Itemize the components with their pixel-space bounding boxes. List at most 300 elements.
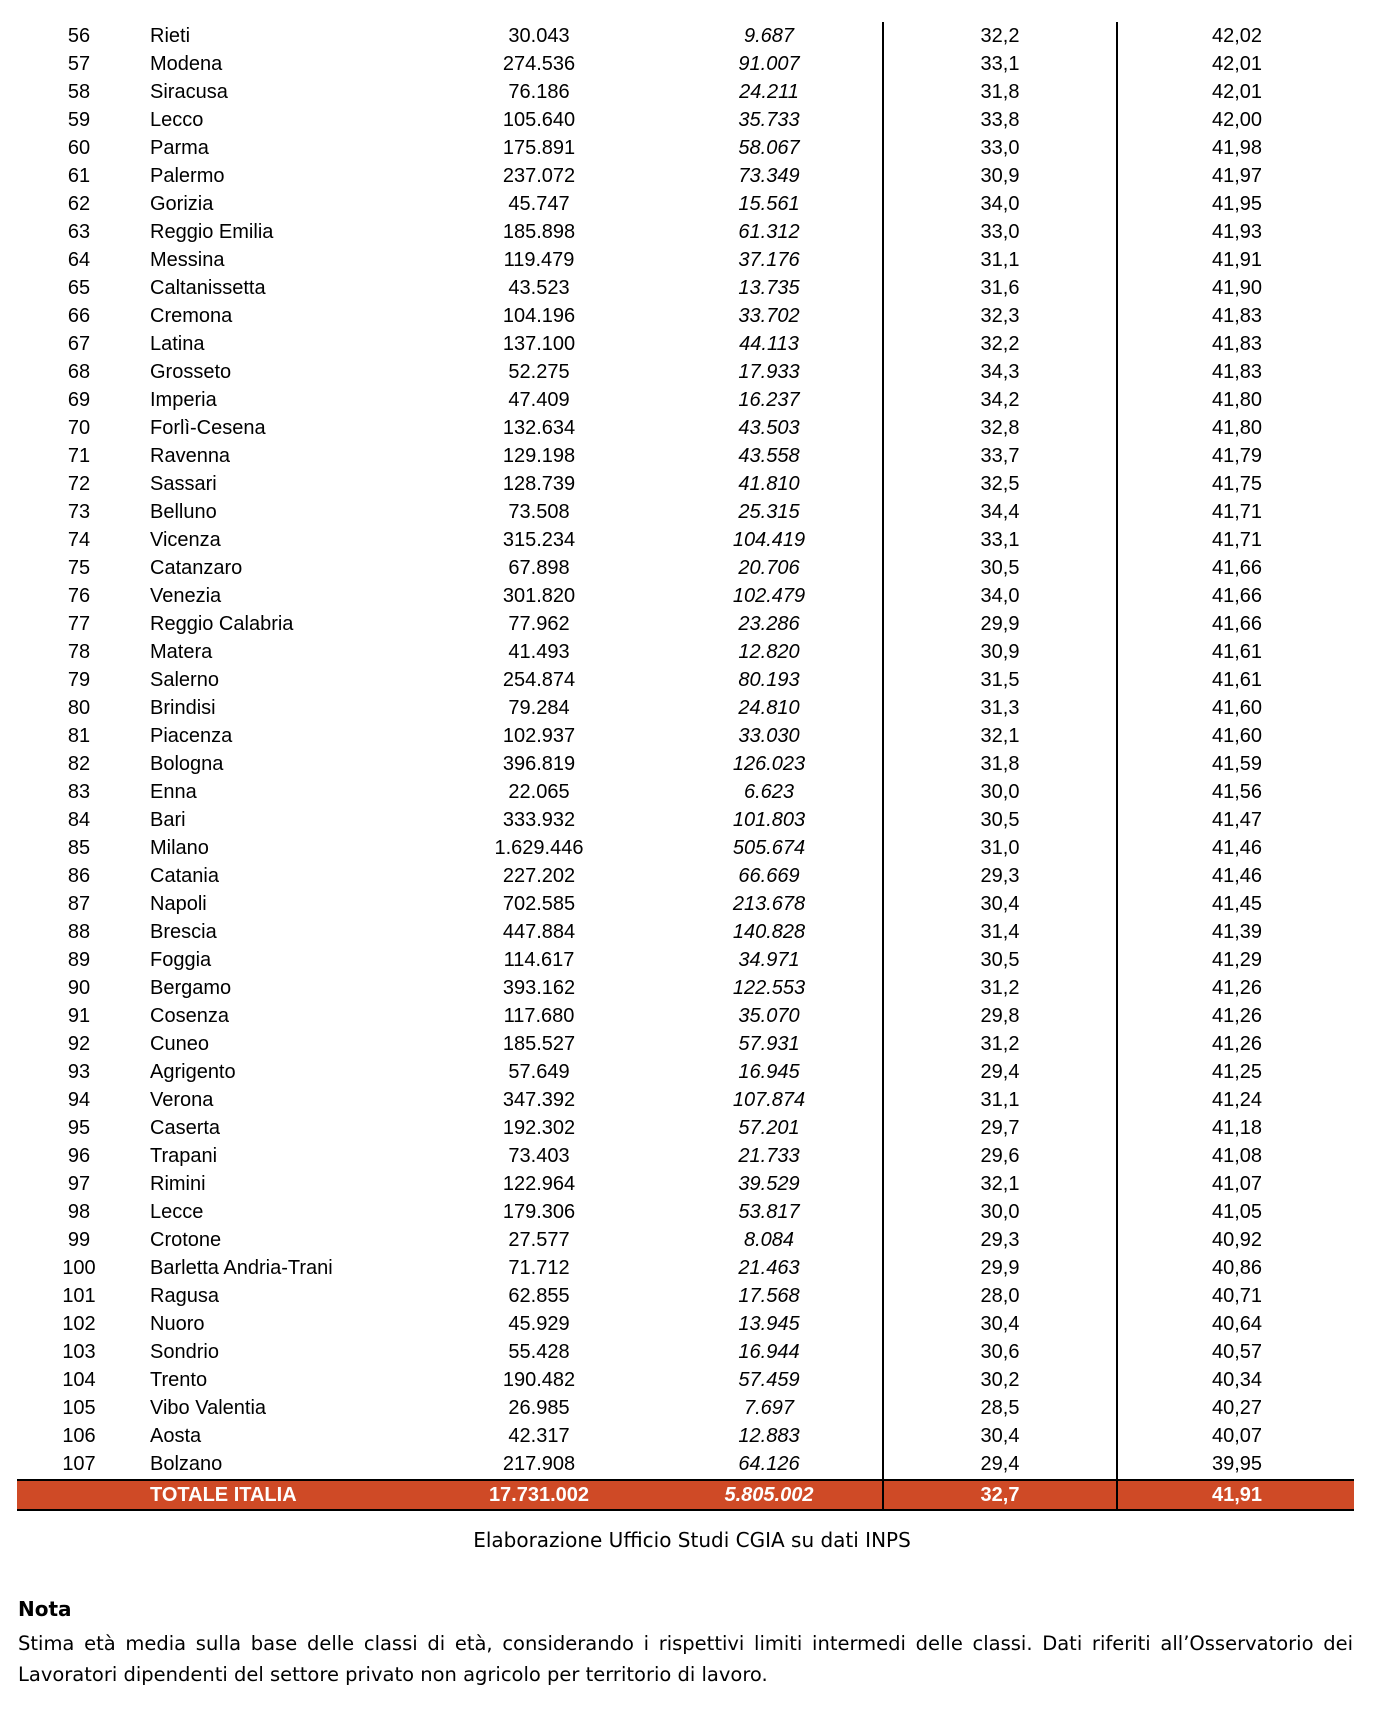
rank-cell: 99 [67, 1229, 91, 1251]
province-cell: Trento [150, 1369, 208, 1391]
table-row [17, 1114, 1354, 1142]
average-age-cell: 40,07 [1211, 1425, 1263, 1447]
rank-cell: 86 [67, 865, 91, 887]
total-employees-cell: 396.819 [502, 753, 576, 775]
young-employees-cell: 57.931 [738, 1033, 800, 1055]
province-cell: Gorizia [150, 193, 214, 215]
young-employees-cell: 24.211 [739, 81, 799, 103]
percentage-cell: 30,9 [980, 641, 1020, 663]
province-cell: Bari [150, 809, 186, 831]
percentage-cell: 32,2 [980, 333, 1020, 355]
province-cell: Rimini [150, 1173, 206, 1195]
table-row [17, 1002, 1354, 1030]
young-employees-cell: 16.237 [738, 389, 800, 411]
province-cell: Parma [150, 137, 209, 159]
young-employees-cell: 16.944 [738, 1341, 800, 1363]
table-row [17, 582, 1354, 610]
percentage-cell: 29,6 [980, 1145, 1020, 1167]
total-employees-cell: 102.937 [502, 725, 576, 747]
percentage-cell: 33,1 [980, 53, 1020, 75]
average-age-cell: 41,71 [1211, 529, 1263, 551]
total-employees-cell: 393.162 [502, 977, 576, 999]
rank-cell: 101 [62, 1285, 96, 1307]
average-age-cell: 41,59 [1211, 753, 1263, 775]
young-employees-cell: 64.126 [738, 1453, 800, 1475]
young-employees-cell: 140.828 [732, 921, 806, 943]
average-age-cell: 42,01 [1211, 53, 1263, 75]
table-row [17, 1422, 1354, 1450]
rank-cell: 83 [67, 781, 91, 803]
average-age-cell: 41,60 [1211, 697, 1263, 719]
rank-cell: 81 [67, 725, 91, 747]
percentage-cell: 29,9 [980, 613, 1020, 635]
rank-cell: 107 [62, 1453, 96, 1475]
young-employees-cell: 80.193 [738, 669, 800, 691]
province-cell: Caltanissetta [150, 277, 266, 299]
total-employees-cell: 132.634 [502, 417, 576, 439]
province-cell: Venezia [150, 585, 222, 607]
province-cell: Caserta [150, 1117, 221, 1139]
average-age-cell: 41,46 [1211, 865, 1263, 887]
young-employees-cell: 101.803 [732, 809, 806, 831]
totals-percentage: 32,7 [980, 1484, 1020, 1506]
rank-cell: 93 [67, 1061, 91, 1083]
percentage-cell: 34,3 [980, 361, 1020, 383]
table-row [17, 1142, 1354, 1170]
average-age-cell: 41,26 [1211, 1005, 1263, 1027]
table-row [17, 526, 1354, 554]
young-employees-cell: 122.553 [732, 977, 806, 999]
young-employees-cell: 73.349 [738, 165, 800, 187]
average-age-cell: 42,00 [1211, 109, 1263, 131]
total-employees-cell: 117.680 [503, 1005, 575, 1027]
average-age-cell: 41,91 [1211, 249, 1263, 271]
province-cell: Napoli [150, 893, 207, 915]
average-age-cell: 40,34 [1211, 1369, 1263, 1391]
rank-cell: 76 [67, 585, 91, 607]
source-caption: Elaborazione Ufficio Studi CGIA su dati INPS [473, 1528, 911, 1552]
province-cell: Foggia [150, 949, 212, 971]
province-cell: Belluno [150, 501, 217, 523]
young-employees-cell: 126.023 [732, 753, 806, 775]
total-employees-cell: 447.884 [502, 921, 576, 943]
total-employees-cell: 67.898 [508, 557, 570, 579]
province-cell: Vicenza [150, 529, 221, 551]
average-age-cell: 41,07 [1211, 1173, 1263, 1195]
table-row [17, 694, 1354, 722]
province-cell: Agrigento [150, 1061, 236, 1083]
percentage-cell: 31,1 [980, 1089, 1020, 1111]
young-employees-cell: 16.945 [738, 1061, 800, 1083]
province-cell: Reggio Calabria [150, 613, 294, 635]
average-age-cell: 41,97 [1211, 165, 1263, 187]
table-row [17, 1338, 1354, 1366]
rank-cell: 75 [67, 557, 91, 579]
rank-cell: 63 [67, 221, 91, 243]
table-row [17, 190, 1354, 218]
young-employees-cell: 107.874 [732, 1089, 806, 1111]
total-employees-cell: 79.284 [508, 697, 570, 719]
total-employees-cell: 42.317 [508, 1425, 570, 1447]
total-employees-cell: 52.275 [508, 361, 570, 383]
province-cell: Aosta [150, 1425, 202, 1447]
table-row [17, 890, 1354, 918]
province-cell: Matera [150, 641, 213, 663]
total-employees-cell: 43.523 [508, 277, 570, 299]
average-age-cell: 41,61 [1211, 669, 1263, 691]
totals-average-age: 41,91 [1211, 1484, 1263, 1506]
average-age-cell: 41,18 [1211, 1117, 1263, 1139]
rank-cell: 97 [67, 1173, 91, 1195]
young-employees-cell: 213.678 [732, 893, 806, 915]
average-age-cell: 41,79 [1211, 445, 1263, 467]
total-employees-cell: 73.403 [508, 1145, 570, 1167]
rank-cell: 94 [67, 1089, 91, 1111]
province-cell: Forlì-Cesena [150, 417, 266, 439]
young-employees-cell: 33.702 [738, 305, 800, 327]
young-employees-cell: 66.669 [738, 865, 800, 887]
percentage-cell: 33,0 [980, 137, 1020, 159]
young-employees-cell: 13.945 [738, 1313, 800, 1335]
young-employees-cell: 12.820 [738, 641, 800, 663]
percentage-cell: 32,1 [980, 1173, 1020, 1195]
average-age-cell: 40,86 [1211, 1257, 1263, 1279]
rank-cell: 92 [67, 1033, 91, 1055]
rank-cell: 102 [62, 1313, 96, 1335]
total-employees-cell: 347.392 [502, 1089, 576, 1111]
average-age-cell: 41,71 [1211, 501, 1263, 523]
total-employees-cell: 128.739 [502, 473, 576, 495]
average-age-cell: 41,61 [1211, 641, 1263, 663]
rank-cell: 80 [67, 697, 91, 719]
average-age-cell: 41,98 [1211, 137, 1263, 159]
table-row [17, 218, 1354, 246]
table-row [17, 274, 1354, 302]
rank-cell: 60 [67, 137, 91, 159]
province-cell: Nuoro [150, 1313, 205, 1335]
rank-cell: 69 [67, 389, 91, 411]
totals-label: TOTALE ITALIA [150, 1484, 297, 1506]
percentage-cell: 33,0 [980, 221, 1020, 243]
rank-cell: 59 [67, 109, 91, 131]
table-row [17, 638, 1354, 666]
percentage-cell: 30,9 [980, 165, 1020, 187]
province-cell: Bolzano [150, 1453, 223, 1475]
young-employees-cell: 39.529 [738, 1173, 800, 1195]
table-row [17, 1282, 1354, 1310]
province-cell: Catanzaro [150, 557, 243, 579]
province-cell: Rieti [150, 25, 191, 47]
percentage-cell: 31,3 [980, 697, 1020, 719]
rank-cell: 78 [67, 641, 91, 663]
province-cell: Sondrio [150, 1341, 219, 1363]
average-age-cell: 40,64 [1211, 1313, 1263, 1335]
province-cell: Palermo [150, 165, 225, 187]
percentage-cell: 29,9 [980, 1257, 1020, 1279]
young-employees-cell: 7.697 [743, 1397, 795, 1419]
total-employees-cell: 301.820 [502, 585, 576, 607]
table-row [17, 414, 1354, 442]
percentage-cell: 30,5 [980, 949, 1020, 971]
rank-cell: 91 [67, 1005, 91, 1027]
totals-total-employees: 17.731.002 [488, 1484, 590, 1506]
young-employees-cell: 35.070 [738, 1005, 800, 1027]
young-employees-cell: 53.817 [738, 1201, 800, 1223]
rank-cell: 73 [67, 501, 91, 523]
table-row [17, 554, 1354, 582]
percentage-cell: 31,6 [980, 277, 1020, 299]
total-employees-cell: 185.527 [502, 1033, 576, 1055]
table-row [17, 386, 1354, 414]
rank-cell: 77 [67, 613, 91, 635]
province-cell: Lecce [150, 1201, 204, 1223]
total-employees-cell: 175.891 [502, 137, 576, 159]
average-age-cell: 41,83 [1211, 333, 1263, 355]
percentage-cell: 29,3 [980, 865, 1020, 887]
table-row [17, 1198, 1354, 1226]
total-employees-cell: 62.855 [508, 1285, 570, 1307]
table-row [17, 162, 1354, 190]
rank-cell: 89 [67, 949, 91, 971]
percentage-cell: 30,4 [980, 1425, 1020, 1447]
average-age-cell: 41,66 [1211, 613, 1263, 635]
table-row [17, 134, 1354, 162]
table-row [17, 302, 1354, 330]
table-row [17, 918, 1354, 946]
table-row [17, 750, 1354, 778]
percentage-cell: 29,4 [980, 1453, 1020, 1475]
total-employees-cell: 26.985 [508, 1397, 570, 1419]
table-row [17, 778, 1354, 806]
total-employees-cell: 122.964 [502, 1173, 576, 1195]
rank-cell: 62 [67, 193, 91, 215]
young-employees-cell: 43.558 [738, 445, 800, 467]
rank-cell: 74 [67, 529, 91, 551]
percentage-cell: 31,4 [980, 921, 1020, 943]
province-cell: Siracusa [150, 81, 228, 103]
table-row [17, 1366, 1354, 1394]
rank-cell: 87 [67, 893, 91, 915]
total-employees-cell: 77.962 [508, 613, 570, 635]
percentage-cell: 30,4 [980, 1313, 1020, 1335]
average-age-cell: 42,01 [1211, 81, 1263, 103]
table-row [17, 22, 1354, 50]
young-employees-cell: 505.674 [732, 837, 806, 859]
percentage-cell: 33,1 [980, 529, 1020, 551]
average-age-cell: 41,66 [1211, 557, 1263, 579]
rank-cell: 95 [67, 1117, 91, 1139]
percentage-cell: 31,8 [980, 753, 1020, 775]
young-employees-cell: 104.419 [732, 529, 806, 551]
rank-cell: 105 [62, 1397, 96, 1419]
percentage-cell: 34,0 [980, 193, 1020, 215]
young-employees-cell: 57.201 [738, 1117, 800, 1139]
young-employees-cell: 91.007 [738, 53, 800, 75]
average-age-cell: 41,08 [1211, 1145, 1263, 1167]
young-employees-cell: 15.561 [738, 193, 800, 215]
rank-cell: 58 [67, 81, 91, 103]
table-row [17, 666, 1354, 694]
average-age-cell: 40,57 [1211, 1341, 1263, 1363]
total-employees-cell: 105.640 [502, 109, 576, 131]
young-employees-cell: 34.971 [738, 949, 800, 971]
young-employees-cell: 58.067 [738, 137, 800, 159]
table-row [17, 246, 1354, 274]
rank-cell: 79 [67, 669, 91, 691]
table-row [17, 330, 1354, 358]
young-employees-cell: 25.315 [738, 501, 800, 523]
young-employees-cell: 44.113 [739, 333, 799, 355]
young-employees-cell: 33.030 [738, 725, 800, 747]
percentage-cell: 32,3 [980, 305, 1020, 327]
table-row [17, 974, 1354, 1002]
rank-cell: 104 [62, 1369, 96, 1391]
province-cell: Crotone [150, 1229, 222, 1251]
table-row [17, 358, 1354, 386]
young-employees-cell: 13.735 [738, 277, 800, 299]
rank-cell: 84 [67, 809, 91, 831]
province-cell: Modena [150, 53, 223, 75]
rank-cell: 96 [67, 1145, 91, 1167]
average-age-cell: 41,25 [1211, 1061, 1263, 1083]
average-age-cell: 40,92 [1211, 1229, 1263, 1251]
percentage-cell: 31,0 [980, 837, 1020, 859]
rank-cell: 67 [67, 333, 91, 355]
total-employees-cell: 137.100 [502, 333, 576, 355]
total-employees-cell: 45.929 [508, 1313, 570, 1335]
note-title: Nota [18, 1597, 72, 1621]
table-row [17, 1058, 1354, 1086]
percentage-cell: 30,2 [980, 1369, 1020, 1391]
total-employees-cell: 185.898 [502, 221, 576, 243]
young-employees-cell: 43.503 [738, 417, 800, 439]
average-age-cell: 42,02 [1211, 25, 1263, 47]
rank-cell: 70 [67, 417, 91, 439]
percentage-cell: 32,2 [980, 25, 1020, 47]
rank-cell: 71 [67, 445, 91, 467]
young-employees-cell: 6.623 [743, 781, 795, 803]
young-employees-cell: 21.733 [738, 1145, 800, 1167]
percentage-cell: 30,4 [980, 893, 1020, 915]
percentage-cell: 30,5 [980, 809, 1020, 831]
average-age-cell: 41,26 [1211, 1033, 1263, 1055]
young-employees-cell: 8.084 [743, 1229, 795, 1251]
table-row [17, 1170, 1354, 1198]
province-cell: Trapani [150, 1145, 218, 1167]
total-employees-cell: 57.649 [508, 1061, 570, 1083]
percentage-cell: 31,1 [980, 249, 1020, 271]
rank-cell: 82 [67, 753, 91, 775]
total-employees-cell: 274.536 [502, 53, 576, 75]
young-employees-cell: 20.706 [738, 557, 800, 579]
percentage-cell: 32,1 [980, 725, 1020, 747]
province-cell: Ragusa [150, 1285, 219, 1307]
average-age-cell: 41,24 [1211, 1089, 1263, 1111]
province-cell: Cosenza [150, 1005, 229, 1027]
average-age-cell: 41,83 [1211, 361, 1263, 383]
percentage-cell: 30,0 [980, 1201, 1020, 1223]
rank-cell: 100 [62, 1257, 96, 1279]
rank-cell: 66 [67, 305, 91, 327]
average-age-cell: 41,39 [1211, 921, 1263, 943]
table-row [17, 946, 1354, 974]
percentage-cell: 33,7 [980, 445, 1020, 467]
province-cell: Catania [150, 865, 219, 887]
rank-cell: 85 [67, 837, 91, 859]
rank-cell: 98 [67, 1201, 91, 1223]
totals-young-employees: 5.805.002 [724, 1484, 814, 1506]
province-cell: Milano [150, 837, 209, 859]
average-age-cell: 40,27 [1211, 1397, 1263, 1419]
total-employees-cell: 254.874 [502, 669, 576, 691]
rank-cell: 103 [62, 1341, 96, 1363]
percentage-cell: 29,3 [980, 1229, 1020, 1251]
rank-cell: 64 [67, 249, 91, 271]
total-employees-cell: 47.409 [508, 389, 570, 411]
percentage-cell: 34,4 [980, 501, 1020, 523]
province-cell: Barletta Andria-Trani [150, 1257, 333, 1279]
total-employees-cell: 71.712 [508, 1257, 570, 1279]
percentage-cell: 31,2 [980, 1033, 1020, 1055]
average-age-cell: 41,95 [1211, 193, 1263, 215]
column-divider [1116, 22, 1118, 1510]
average-age-cell: 41,26 [1211, 977, 1263, 999]
province-cell: Verona [150, 1089, 214, 1111]
rank-cell: 65 [67, 277, 91, 299]
percentage-cell: 30,6 [980, 1341, 1020, 1363]
average-age-cell: 40,71 [1211, 1285, 1263, 1307]
percentage-cell: 34,2 [980, 389, 1020, 411]
total-employees-cell: 179.306 [502, 1201, 576, 1223]
province-cell: Lecco [150, 109, 204, 131]
percentage-cell: 29,7 [980, 1117, 1020, 1139]
column-divider [882, 22, 884, 1510]
rank-cell: 90 [67, 977, 91, 999]
province-cell: Ravenna [150, 445, 231, 467]
young-employees-cell: 41.810 [738, 473, 800, 495]
young-employees-cell: 57.459 [738, 1369, 800, 1391]
rank-cell: 72 [67, 473, 91, 495]
young-employees-cell: 21.463 [738, 1257, 800, 1279]
average-age-cell: 41,60 [1211, 725, 1263, 747]
young-employees-cell: 61.312 [738, 221, 800, 243]
percentage-cell: 28,5 [980, 1397, 1020, 1419]
rank-cell: 106 [62, 1425, 96, 1447]
rank-cell: 61 [67, 165, 91, 187]
table-row [17, 1254, 1354, 1282]
average-age-cell: 41,29 [1211, 949, 1263, 971]
percentage-cell: 30,0 [980, 781, 1020, 803]
province-cell: Bergamo [150, 977, 232, 999]
young-employees-cell: 23.286 [738, 613, 800, 635]
table-row [17, 470, 1354, 498]
table-row [17, 1394, 1354, 1422]
table-row [17, 1226, 1354, 1254]
young-employees-cell: 17.568 [738, 1285, 800, 1307]
percentage-cell: 29,8 [980, 1005, 1020, 1027]
total-employees-cell: 192.302 [502, 1117, 576, 1139]
province-cell: Piacenza [150, 725, 233, 747]
rank-cell: 88 [67, 921, 91, 943]
average-age-cell: 39,95 [1211, 1453, 1263, 1475]
total-employees-cell: 237.072 [502, 165, 576, 187]
province-cell: Latina [150, 333, 205, 355]
average-age-cell: 41,66 [1211, 585, 1263, 607]
province-cell: Cremona [150, 305, 233, 327]
percentage-cell: 28,0 [980, 1285, 1020, 1307]
young-employees-cell: 24.810 [738, 697, 800, 719]
percentage-cell: 31,8 [980, 81, 1020, 103]
